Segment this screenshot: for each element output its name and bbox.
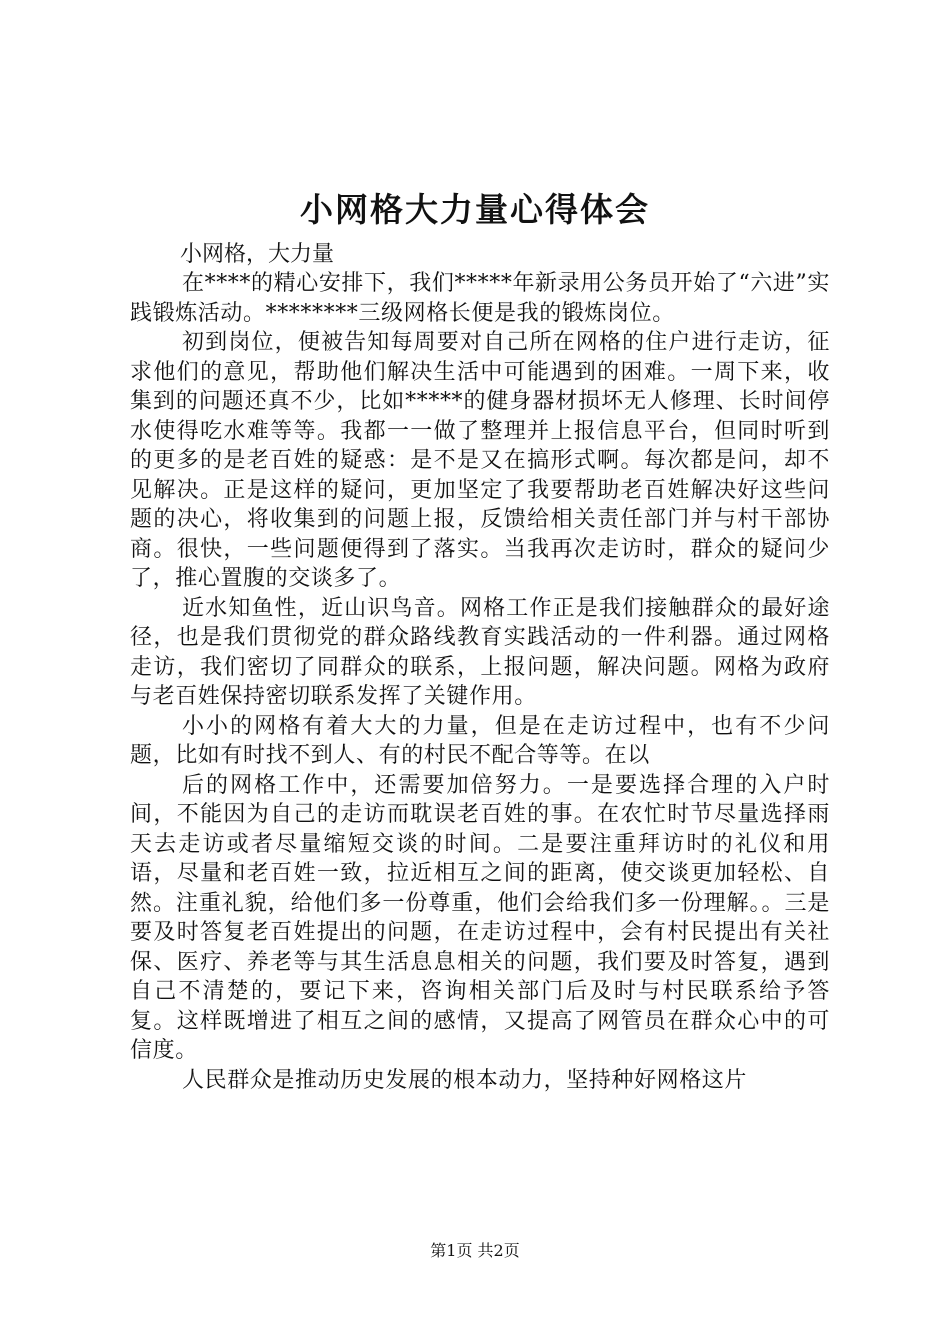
page-footer: 第1页 共2页 <box>430 1241 520 1260</box>
document-body <box>130 185 830 1095</box>
paragraph-5: 后的网格工作中，还需要加倍努力。一是要选择合理的入户时间，不能因为自己的走访而耽误老百姓的事。在农忙时节尽量选择雨天去走访或者尽量缩短交谈的时间。二是要注重拜访时的礼仪和用语，尽量和老百姓一致，拉近相互之间的距离，使交谈更加轻松、自然。注重礼貌，给他们多一份尊重，他们会给我们多一份理解。。三是要及时答复老百姓提出的问题，在走访过程中，会有村民提出有关社保、医疗、养老等与其生活息息相关的问题，我们要及时答复，遇到自己不清楚的，要记下来，咨询相关部门后及时与村民联系给予答复。这样既增进了相互之间的感情，又提高了网管员在群众心中的可信度。 <box>130 772 830 1063</box>
paragraph-4: 小小的网格有着大大的力量，但是在走访过程中，也有不少问题，比如有时找不到人、有的村民不配合等等。在以 <box>130 713 830 768</box>
paragraph-3: 近水知鱼性，近山识鸟音。网格工作正是我们接触群众的最好途径，也是我们贯彻党的群众路线教育实践活动的一件利器。通过网格走访，我们密切了同群众的联系，上报问题，解决问题。网格为政府与老百姓保持密切联系发挥了关键作用。 <box>130 595 830 709</box>
paragraph-6: 人民群众是推动历史发展的根本动力，坚持种好网格这片 <box>182 1067 748 1093</box>
document-subtitle: 小网格，大力量 <box>180 242 335 267</box>
paragraph-1: 在****的精心安排下，我们*****年新录用公务员开始了“六进”实践锻炼活动。********三级网格长便是我的锻炼岗位。 <box>130 271 830 326</box>
document-title: 小网格大力量心得体会 <box>300 190 650 229</box>
paragraph-2: 初到岗位，便被告知每周要对自己所在网格的住户进行走访，征求他们的意见，帮助他们解决生活中可能遇到的困难。一周下来，收集到的问题还真不少，比如*****的健身器材损坏无人修理、长时间停水使得吃水难等等。我都一一做了整理并上报信息平台，但同时听到的更多的是老百姓的疑惑：是不是又在搞形式啊。每次都是问，却不见解决。正是这样的疑问，更加坚定了我要帮助老百姓解决好这些问题的决心，将收集到的问题上报，反馈给相关责任部门并与村干部协商。很快，一些问题便得到了落实。当我再次走访时，群众的疑问少了，推心置腹的交谈多了。 <box>130 330 830 591</box>
